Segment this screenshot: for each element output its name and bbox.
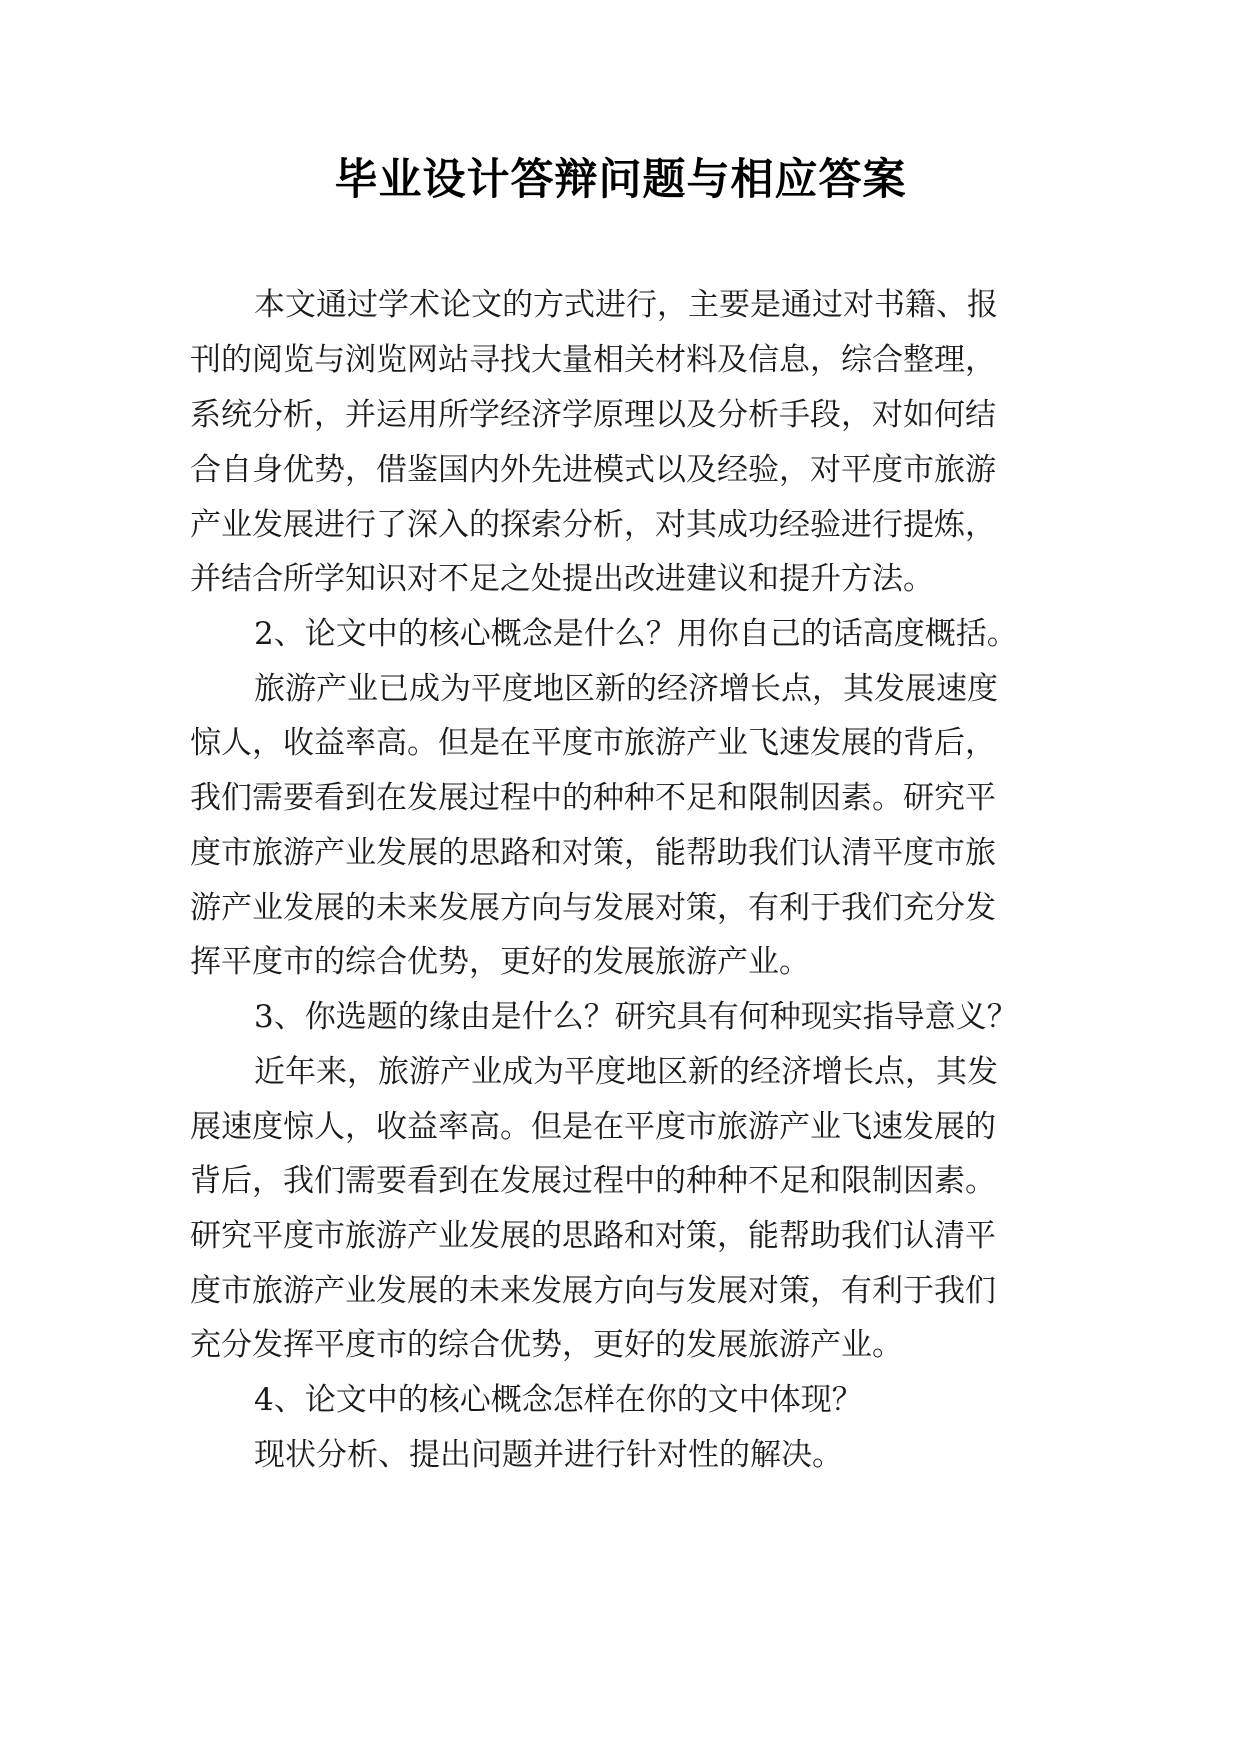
answer-4-line-1: 现状分析、提出问题并进行针对性的解决。 xyxy=(254,1437,843,1473)
question-4-heading: 4、论文中的核心概念怎样在你的文中体现？ xyxy=(254,1382,863,1418)
answer-2-line-1: 旅游产业已成为平度地区新的经济增长点，其发展速度 xyxy=(254,671,998,707)
question-3-heading: 3、你选题的缘由是什么？研究具有何种现实指导意义？ xyxy=(254,999,1018,1035)
answer-2-line-3: 我们需要看到在发展过程中的种种不足和限制因素。研究平 xyxy=(190,780,996,816)
answer-3-line-6: 充分发挥平度市的综合优势，更好的发展旅游产业。 xyxy=(190,1327,903,1363)
paragraph-1-line-4: 合自身优势，借鉴国内外先进模式以及经验，对平度市旅游 xyxy=(190,452,996,488)
answer-3-line-5: 度市旅游产业发展的未来发展方向与发展对策，有利于我们 xyxy=(190,1273,996,1309)
paragraph-1-line-1: 本文通过学术论文的方式进行，主要是通过对书籍、报 xyxy=(254,287,998,323)
answer-3-line-1: 近年来，旅游产业成为平度地区新的经济增长点，其发 xyxy=(254,1054,998,1090)
answer-2-line-4: 度市旅游产业发展的思路和对策，能帮助我们认清平度市旅 xyxy=(190,835,996,871)
answer-3-line-2: 展速度惊人，收益率高。但是在平度市旅游产业飞速发展的 xyxy=(190,1109,996,1145)
document-title: 毕业设计答辩问题与相应答案 xyxy=(334,155,907,205)
answer-2-line-2: 惊人，收益率高。但是在平度市旅游产业飞速发展的背后， xyxy=(190,725,996,761)
answer-3-line-4: 研究平度市旅游产业发展的思路和对策，能帮助我们认清平 xyxy=(190,1218,996,1254)
paragraph-1-line-2: 刊的阅览与浏览网站寻找大量相关材料及信息，综合整理， xyxy=(190,342,996,378)
question-2-heading: 2、论文中的核心概念是什么？用你自己的话高度概括。 xyxy=(254,616,1018,652)
answer-2-line-5: 游产业发展的未来发展方向与发展对策，有利于我们充分发 xyxy=(190,890,996,926)
answer-2-line-6: 挥平度市的综合优势，更好的发展旅游产业。 xyxy=(190,944,810,980)
paragraph-1-line-5: 产业发展进行了深入的探索分析，对其成功经验进行提炼， xyxy=(190,507,996,543)
answer-3-line-3: 背后，我们需要看到在发展过程中的种种不足和限制因素。 xyxy=(190,1163,996,1199)
paragraph-1-line-3: 系统分析，并运用所学经济学原理以及分析手段，对如何结 xyxy=(190,397,996,433)
paragraph-1-line-6: 并结合所学知识对不足之处提出改进建议和提升方法。 xyxy=(190,561,934,597)
